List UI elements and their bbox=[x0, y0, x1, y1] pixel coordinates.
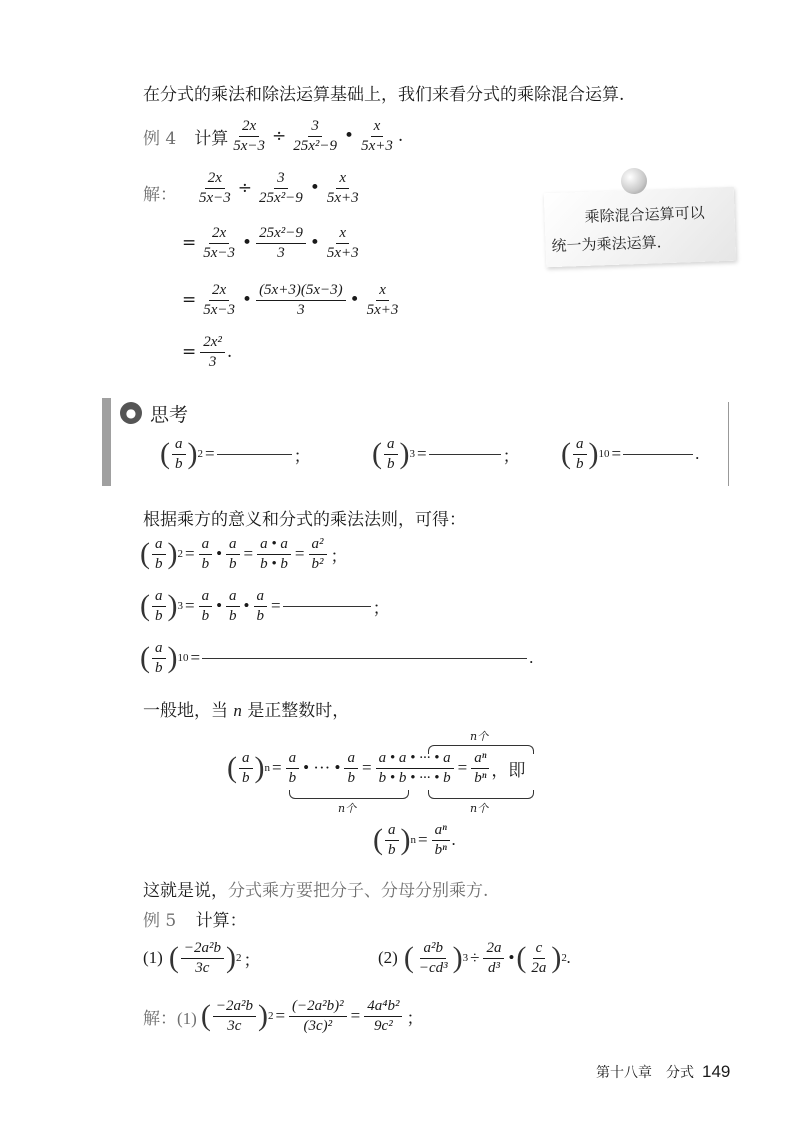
solution-4-result: = $\frac{\text{2x²}}{3}$ . bbox=[182, 334, 233, 370]
fraction: $\frac{2x}{5x-3}$ bbox=[233, 118, 266, 154]
lightbulb-icon: ● bbox=[120, 402, 142, 424]
fraction: $\frac{x}{5x+3}$ bbox=[361, 118, 393, 154]
solution-5-part-1: 解：(1) ( $\frac{\text{−2a²b}}{3c}$ ) 2 = $\frac{\text{(−2a²b)²}}{\text{(3c)²}}$ = $\frac{\text{4a⁴b²}}{\text{9c²}}$ ； bbox=[143, 998, 424, 1034]
general-text: 一般地，当 n 是正整数时， bbox=[143, 701, 350, 721]
think-item-3: ( $\frac{a}{b}$ ) 10 = . bbox=[561, 436, 700, 472]
think-sidebar bbox=[102, 398, 111, 486]
derive-line-2: ( $\frac{a}{b}$ ) 3 = $\frac{a}{b}$ • $\frac{a}{b}$ • $\frac{a}{b}$ = ； bbox=[140, 588, 390, 624]
think-title: 思考 bbox=[150, 404, 189, 426]
example-4: 例 4 计算 $\frac{2x}{5x-3}$ ÷ $\frac{3}{\text{25x²−9}}$ • $\frac{x}{5x+3}$ . bbox=[143, 118, 404, 154]
think-item-2: ( $\frac{a}{b}$ ) 3 = ； bbox=[372, 436, 520, 472]
example-5: 例 5 计算： bbox=[143, 911, 247, 931]
solution-4-line-3: = $\frac{2x}{5x-3}$ • $\frac{(5x+3)(5x-3)}{3}$ • $\frac{x}{5x+3}$ bbox=[182, 282, 399, 318]
brace-bottom-left bbox=[289, 790, 409, 799]
derive-line-1: ( $\frac{a}{b}$ ) 2 = $\frac{a}{b}$ • $\frac{a}{b}$ = $\frac{a • a}{b • b}$ = $\frac{\text{a²}}{\text{b²}}$ ； bbox=[140, 536, 348, 572]
power-rule-formula: ( $\frac{a}{b}$ ) n = $\frac{\text{aⁿ}}{\text{bⁿ}}$ . bbox=[373, 822, 457, 858]
tip-line-2: 统一为乘法运算. bbox=[551, 233, 662, 256]
intro-text: 在分式的乘法和除法运算基础上，我们来看分式的乘除混合运算. bbox=[143, 85, 625, 105]
derive-text: 根据乘方的意义和分式的乘法法则，可得： bbox=[143, 510, 466, 530]
n-count-label: n个 bbox=[470, 802, 489, 815]
page-footer bbox=[596, 1062, 730, 1082]
rule-text: 这就是说，分式乘方要把分子、分母分别乘方. bbox=[143, 881, 489, 901]
tip-line-1: 乘除混合运算可以 bbox=[584, 203, 705, 226]
think-item-1: ( $\frac{a}{b}$ ) 2 = ； bbox=[160, 436, 311, 472]
brace-bottom-right bbox=[428, 790, 534, 799]
example-5-part-2: (2) ( $\frac{\text{a²b}}{\text{−cd³}}$ ) 3 ÷ $\frac{2a}{\text{d³}}$ • ( $\frac{c}{2a}$ ) 2 . bbox=[378, 940, 572, 976]
n-count-label: n个 bbox=[338, 802, 357, 815]
example-4-label: 例 4 bbox=[143, 128, 177, 149]
brace-top bbox=[428, 745, 534, 754]
page-number: 149 bbox=[702, 1062, 731, 1081]
general-formula: ( $\frac{a}{b}$ ) n = $\frac{a}{b}$ • ··· • $\frac{a}{b}$ = $\frac{a • a • \cdot\cdot\cdot • a}{b • b • \cdot\cdot\cdot • b}$ = $\frac{\text{aⁿ}}{\text{bⁿ}}$ ，即 bbox=[227, 750, 526, 786]
derive-line-3: ( $\frac{a}{b}$ ) 10 = . bbox=[140, 640, 534, 676]
example-5-part-1: (1) ( $\frac{\text{−2a²b}}{3c}$ ) 2 ； bbox=[143, 940, 261, 976]
chapter-label: 第十八章 分式 bbox=[596, 1065, 694, 1081]
solution-4-label: 解： bbox=[143, 185, 177, 205]
pearl-icon bbox=[621, 168, 647, 194]
think-rule bbox=[728, 402, 729, 486]
solution-4-line-1: $\frac{2x}{5x-3}$ ÷ $\frac{3}{\text{25x²−9}}$ • $\frac{x}{5x+3}$ bbox=[199, 170, 359, 206]
example-4-task: 计算 bbox=[194, 128, 229, 149]
tip-note bbox=[544, 187, 736, 268]
solution-4-line-2: = $\frac{2x}{5x-3}$ • $\frac{\text{25x²−9}}{3}$ • $\frac{x}{5x+3}$ bbox=[182, 225, 359, 261]
fraction: $\frac{3}{\text{25x²−9}}$ bbox=[293, 118, 338, 154]
n-count-label: n个 bbox=[470, 730, 489, 743]
